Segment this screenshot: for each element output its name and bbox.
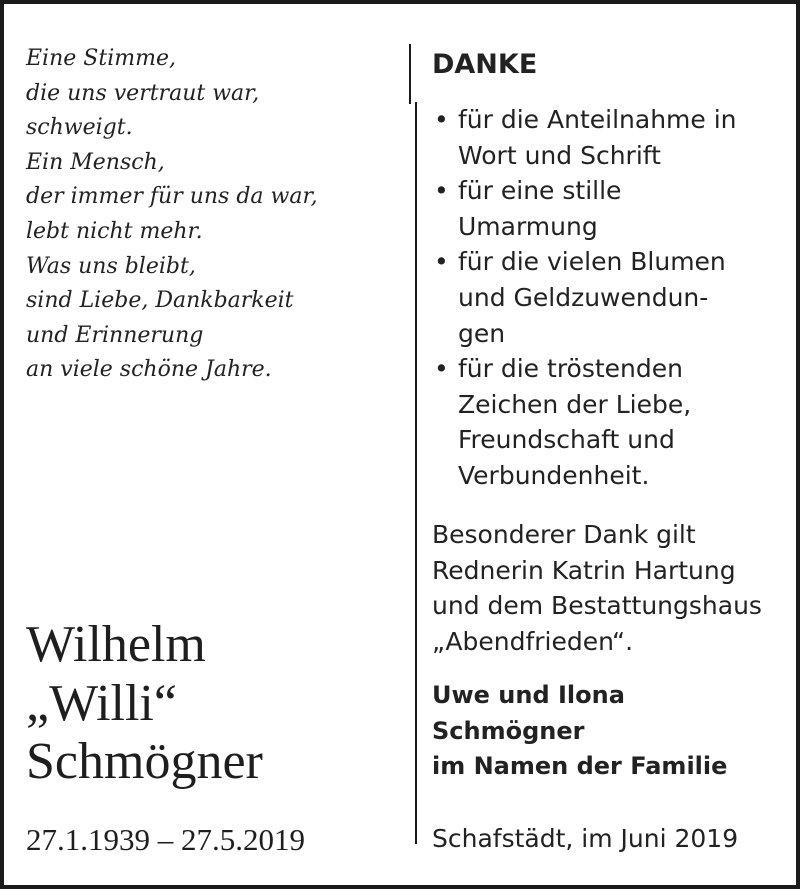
- list-item-text: Wort und Schrift: [458, 140, 661, 170]
- special-thanks-line: Besonderer Dank gilt: [432, 520, 696, 549]
- special-thanks: [432, 517, 762, 659]
- deceased-nickname: „Willi“: [26, 674, 177, 732]
- list-item-text: Verbundenheit.: [458, 460, 650, 490]
- family-line: Schmögner: [432, 716, 585, 745]
- list-item-text: für die tröstenden: [458, 354, 683, 384]
- poem-line: die uns vertraut war,: [26, 80, 260, 106]
- bullet-icon: •: [434, 354, 449, 384]
- list-item-text: Umarmung: [458, 211, 598, 241]
- list-item-text: Zeichen der Liebe,: [458, 389, 692, 419]
- list-item: [432, 173, 737, 244]
- family-signature: [432, 678, 727, 785]
- column-divider: [415, 102, 417, 844]
- list-item: [432, 102, 737, 173]
- life-dates: 27.1.1939 – 27.5.2019: [26, 822, 305, 857]
- poem-line: Ein Mensch,: [26, 149, 165, 175]
- poem-line: schweigt.: [26, 115, 133, 141]
- bullet-icon: •: [434, 247, 449, 277]
- poem-line: Eine Stimme,: [26, 46, 176, 71]
- thanks-heading: DANKE: [432, 49, 538, 80]
- list-item-text: Freundschaft und: [458, 425, 675, 455]
- poem-line: lebt nicht mehr.: [26, 218, 203, 244]
- deceased-name: [26, 616, 263, 792]
- column-divider-top: [409, 44, 411, 104]
- poem-line: an viele schöne Jahre.: [26, 357, 272, 383]
- poem-line: sind Liebe, Dankbarkeit: [26, 288, 294, 314]
- poem-line: der immer für uns da war,: [26, 184, 318, 210]
- list-item: [432, 351, 737, 493]
- list-item: [432, 244, 737, 351]
- bullet-icon: •: [434, 105, 449, 134]
- list-item-text: für die Anteilnahme in: [458, 105, 737, 134]
- bullet-icon: •: [434, 176, 449, 206]
- family-line: im Namen der Familie: [432, 752, 728, 781]
- special-thanks-line: Rednerin Katrin Hartung: [432, 555, 736, 585]
- memorial-poem: [26, 42, 396, 388]
- poem-line: Was uns bleibt,: [26, 253, 196, 279]
- list-item-text: für eine stille: [458, 176, 622, 206]
- list-item-text: und Geldzuwendun-: [458, 282, 709, 312]
- family-line: Uwe und Ilona: [432, 681, 625, 709]
- special-thanks-line: und dem Bestattungshaus: [432, 591, 762, 621]
- deceased-surname: Schmögner: [26, 733, 263, 790]
- deceased-first-name: Wilhelm: [26, 616, 206, 673]
- special-thanks-line: „Abendfrieden“.: [432, 626, 634, 656]
- place-and-date: Schafstädt, im Juni 2019: [432, 824, 739, 853]
- thanks-list: [432, 102, 737, 494]
- list-item-text: gen: [458, 318, 506, 348]
- poem-line: und Erinnerung: [26, 322, 204, 348]
- list-item-text: für die vielen Blumen: [458, 247, 726, 277]
